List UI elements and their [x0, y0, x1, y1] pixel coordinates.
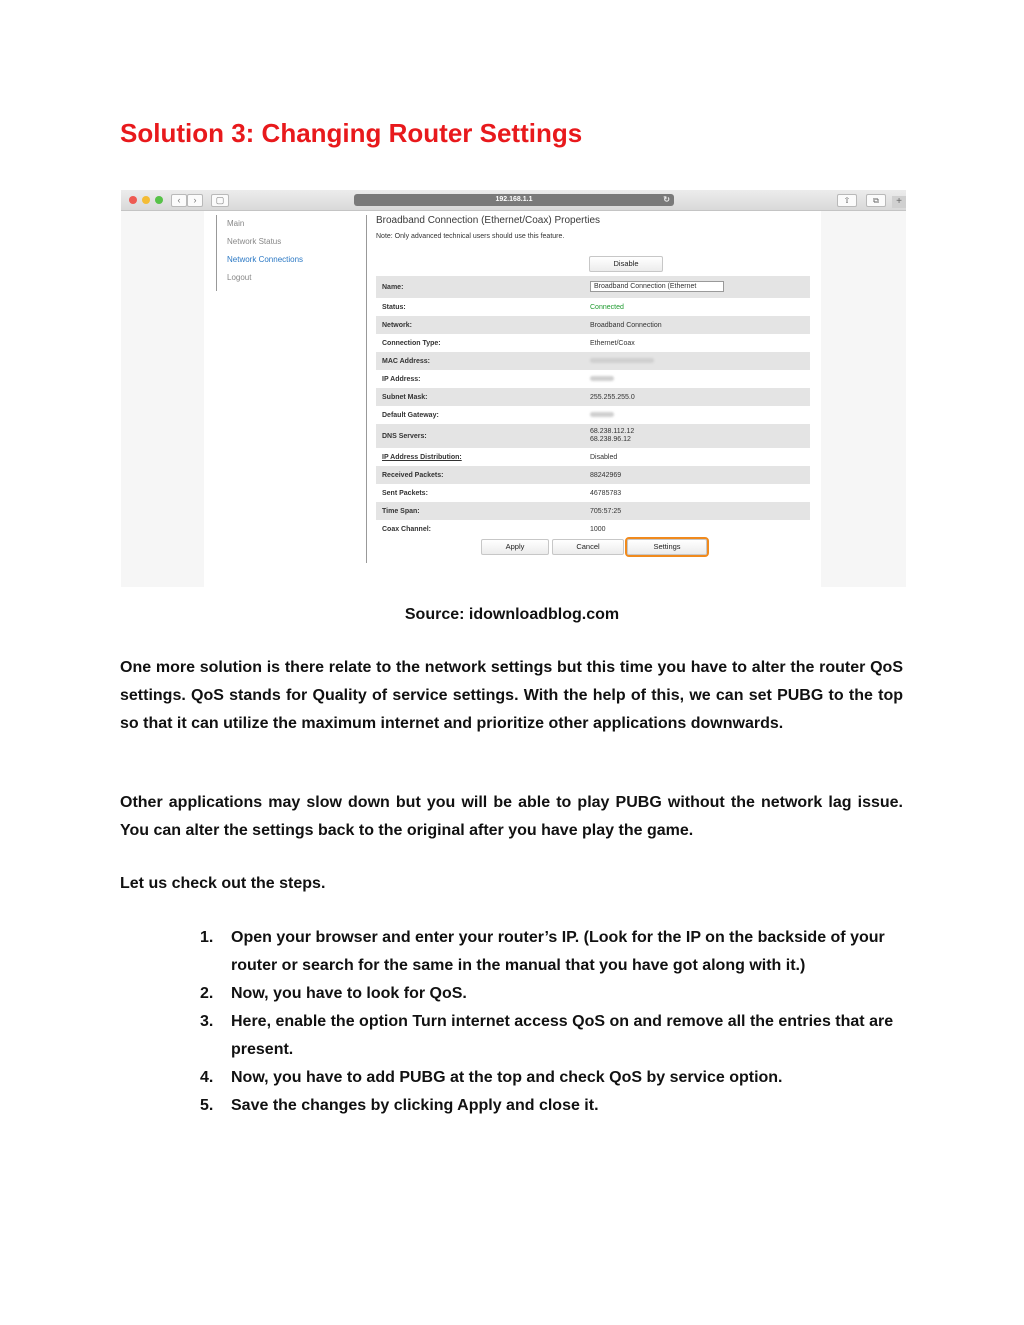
list-item: [200, 980, 905, 1008]
list-item: [200, 924, 905, 980]
table-row: [376, 316, 810, 334]
row-value: Broadband Connection: [590, 321, 662, 329]
step-number: 5.: [200, 1097, 214, 1114]
row-label: Time Span:: [382, 507, 420, 515]
redacted-value: [590, 412, 614, 417]
sidebar-toggle-icon: ▢: [211, 194, 229, 207]
table-row: [376, 334, 810, 352]
new-tab-icon: +: [892, 196, 906, 208]
table-row: [376, 502, 810, 520]
row-label: Default Gateway:: [382, 411, 439, 419]
table-row: [376, 520, 810, 538]
step-number: 3.: [200, 1013, 214, 1030]
back-arrow-icon: ‹: [171, 194, 187, 207]
steps-list: [200, 924, 905, 1120]
row-label: IP Address:: [382, 375, 421, 383]
settings-button: Settings: [627, 539, 707, 555]
step-text: Now, you have to add PUBG at the top and check QoS by service option.: [231, 1069, 783, 1086]
address-text: 192.168.1.1: [495, 196, 533, 203]
minimize-dot-icon: [142, 196, 150, 204]
apply-button: Apply: [481, 539, 549, 555]
table-row: [376, 370, 810, 388]
row-label: Name:: [382, 283, 404, 291]
row-value: [590, 428, 810, 444]
step-text: Here, enable the option Turn internet access QoS on and remove all the entries that are present.: [231, 1013, 894, 1058]
row-value: Ethernet/Coax: [590, 339, 635, 347]
properties-table: [376, 276, 810, 538]
row-label: Sent Packets:: [382, 489, 428, 497]
table-row: [376, 352, 810, 370]
properties-title: Broadband Connection (Ethernet/Coax) Properties: [376, 215, 601, 226]
dns-secondary: 68.238.96.12: [590, 436, 631, 443]
step-number: 4.: [200, 1069, 214, 1086]
list-item: [200, 1008, 905, 1064]
properties-note: Note: Only advanced technical users should use this feature.: [376, 233, 565, 240]
row-value: 255.255.255.0: [590, 393, 635, 401]
status-value: Connected: [590, 303, 624, 311]
row-label: Network:: [382, 321, 412, 329]
row-label: DNS Servers:: [382, 432, 427, 440]
divider: [366, 215, 367, 563]
sidebar-item-network-status: Network Status: [227, 237, 282, 246]
step-number: 1.: [200, 929, 214, 946]
row-label: Coax Channel:: [382, 525, 432, 533]
redacted-value: [590, 376, 614, 381]
sidebar-item-main: Main: [227, 219, 245, 228]
paragraph-qos-intro: One more solution is there relate to the network settings but this time you have to alter the router QoS settings. QoS stands for Quality of service settings. With the help of this, we can set PUBG to the top so that it can utilize the maximum internet and prioritize other applications downwards.: [120, 659, 903, 732]
table-row: [376, 276, 810, 298]
reload-icon: ↻: [663, 195, 670, 204]
row-label: MAC Address:: [382, 357, 430, 365]
row-value: Disabled: [590, 453, 618, 461]
sidebar-item-logout: Logout: [227, 273, 252, 282]
table-row: [376, 388, 810, 406]
name-field: Broadband Connection (Ethernet: [590, 281, 724, 292]
close-dot-icon: [129, 196, 137, 204]
row-value: 88242969: [590, 471, 622, 479]
list-item: [200, 1092, 905, 1120]
table-row: [376, 406, 810, 424]
step-number: 2.: [200, 985, 214, 1002]
sidebar-item-network-connections: Network Connections: [227, 255, 304, 264]
table-row: [376, 298, 810, 316]
row-value: 46785783: [590, 489, 622, 497]
address-bar: [354, 194, 674, 206]
browser-toolbar: [121, 190, 906, 211]
forward-arrow-icon: ›: [187, 194, 203, 207]
row-label: Subnet Mask:: [382, 393, 428, 401]
image-source-caption: Source: idownloadblog.com: [404, 606, 620, 623]
step-text: Open your browser and enter your router’s IP. (Look for the IP on the backside of your router or search for the same in the manual that you have got along with it.): [231, 929, 885, 974]
cancel-button: Cancel: [552, 539, 624, 555]
step-text: Now, you have to look for QoS.: [231, 985, 467, 1002]
table-row: [376, 448, 810, 466]
maximize-dot-icon: [155, 196, 163, 204]
disable-button: Disable: [589, 256, 663, 272]
table-row: [376, 424, 810, 448]
tabs-overview-icon: ⧉: [866, 194, 886, 207]
paragraph-steps-intro: Let us check out the steps.: [120, 875, 326, 892]
row-label: Received Packets:: [382, 471, 444, 479]
row-value: 1000: [590, 525, 606, 533]
row-label: Status:: [382, 303, 406, 311]
row-label: IP Address Distribution:: [382, 453, 462, 461]
step-text: Save the changes by clicking Apply and close it.: [231, 1097, 599, 1114]
router-screenshot: [121, 190, 906, 587]
share-icon: ⇧: [837, 194, 857, 207]
list-item: [200, 1064, 905, 1092]
paragraph-lag-note: Other applications may slow down but you will be able to play PUBG without the network lag issue. You can alter the settings back to the original after you have play the game.: [120, 794, 903, 839]
table-row: [376, 466, 810, 484]
dns-primary: 68.238.112.12: [590, 428, 635, 435]
redacted-value: [590, 358, 654, 363]
page-heading: Solution 3: Changing Router Settings: [120, 118, 583, 148]
router-page: [204, 211, 821, 587]
router-sidebar: [216, 215, 365, 291]
row-value: 705:57:25: [590, 507, 622, 515]
table-row: [376, 484, 810, 502]
row-label: Connection Type:: [382, 339, 441, 347]
